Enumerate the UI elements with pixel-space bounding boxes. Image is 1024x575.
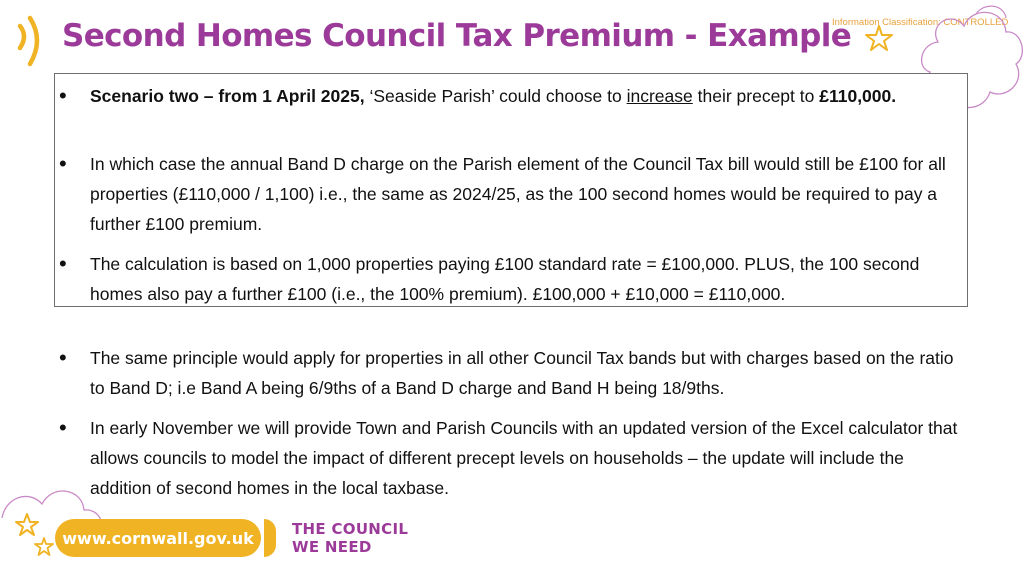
scenario-text-tail: their precept to xyxy=(692,86,820,106)
bullet-band-d: • In which case the annual Band D charge on the Parish element of the Council Tax bill would still be £100 for all properties (£110,000 / 1,100) i.e., the same as 2024/25, as the 100 second homes would be required to pay a further £100 premium. xyxy=(90,149,960,239)
council-slogan-logo xyxy=(292,520,408,556)
bullet-scenario-two xyxy=(90,81,960,111)
url-badge-tail xyxy=(264,519,276,557)
scenario-text: ‘Seaside Parish’ could choose to xyxy=(364,86,627,106)
website-url-badge: www.cornwall.gov.uk xyxy=(55,519,261,557)
yellow-arc-decoration xyxy=(14,14,48,72)
slogan-line-1: THE COUNCIL xyxy=(292,520,409,538)
classification-label: Information Classification: CONTROLLED xyxy=(832,17,1009,28)
increase-underlined: increase xyxy=(626,86,693,106)
star-icon xyxy=(864,24,894,52)
star-icon xyxy=(14,512,40,538)
scenario-amount: £110,000. xyxy=(819,86,897,106)
bullet-principle: • The same principle would apply for properties in all other Council Tax bands but with charges based on the ratio to Band D; i.e Band A being 6/9ths of a Band D charge and Band H being 18/9ths. xyxy=(90,343,960,403)
star-icon xyxy=(34,537,54,557)
bullet-november-update: • In early November we will provide Town and Parish Councils with an updated version of the Excel calculator that allows councils to model the impact of different precept levels on households – the update will include the addition of second homes in the local taxbase. xyxy=(90,413,960,503)
scenario-bold-text: Scenario two – from 1 April 2025, xyxy=(90,86,365,106)
bullet-calculation: • The calculation is based on 1,000 properties paying £100 standard rate = £100,000. PLUS, the 100 second homes also pay a further £100 (i.e., the 100% premium). £100,000 + £10,000 = £110,000. xyxy=(90,249,960,309)
slogan-line-2: WE NEED xyxy=(292,538,372,556)
page-title: Second Homes Council Tax Premium - Example xyxy=(62,18,852,54)
